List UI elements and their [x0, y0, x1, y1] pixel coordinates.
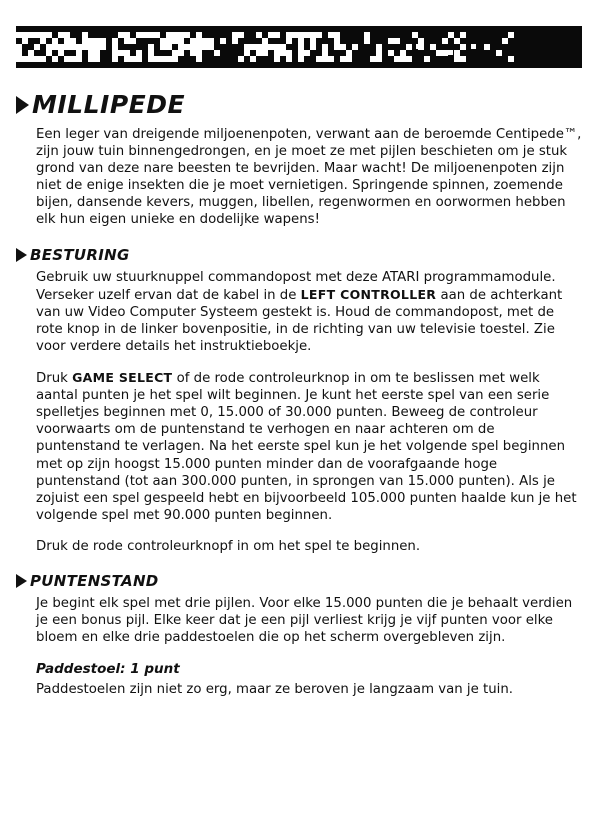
- pixel-block: [172, 38, 178, 44]
- pixel-block: [70, 56, 76, 62]
- pixel-block: [274, 44, 280, 50]
- pixel-block: [34, 56, 40, 62]
- pixel-block: [88, 50, 94, 56]
- pixel-block: [298, 38, 304, 44]
- arrow-icon: [16, 248, 27, 262]
- pixel-block: [28, 32, 34, 38]
- sub-paragraph: Paddestoelen zijn niet zo erg, maar ze beroven je langzaam van je tuin.: [36, 682, 514, 698]
- pixel-block: [196, 44, 202, 50]
- pixel-block: [250, 56, 256, 62]
- pixel-block: [136, 50, 142, 56]
- page-title: MILLIPEDE: [32, 90, 186, 119]
- section-heading-besturing: [16, 245, 582, 265]
- pixel-block: [58, 44, 64, 50]
- pixel-block: [262, 38, 268, 44]
- besturing-paragraph-3: Druk de rode controleurknopf in om het spel te beginnen.: [36, 538, 421, 554]
- pixel-block: [394, 38, 400, 44]
- pixel-block: [364, 32, 370, 38]
- pixel-block: [508, 56, 514, 62]
- pixel-block: [346, 56, 352, 62]
- pixel-block: [112, 56, 118, 62]
- pixel-block: [454, 50, 460, 56]
- pixel-block: [352, 44, 358, 50]
- pixel-block: [334, 38, 340, 44]
- pixel-block: [334, 44, 340, 50]
- pixel-block: [160, 38, 166, 44]
- pixel-block: [130, 56, 136, 62]
- besturing-paragraph-1: [36, 269, 582, 355]
- pixel-block: [58, 32, 64, 38]
- pixel-block: [178, 32, 184, 38]
- pixel-block: [376, 50, 382, 56]
- pixel-block: [448, 32, 454, 38]
- pixel-block: [508, 32, 514, 38]
- pixel-block: [196, 32, 202, 38]
- pixel-block: [460, 44, 466, 50]
- pixel-block: [286, 56, 292, 62]
- pixel-block: [166, 56, 172, 62]
- pixel-block: [274, 32, 280, 38]
- pixel-block: [298, 44, 304, 50]
- pixel-block: [100, 44, 106, 50]
- pixel-block: [166, 32, 172, 38]
- pixel-block: [136, 32, 142, 38]
- text-span: Druk: [36, 371, 73, 387]
- pixel-block: [196, 56, 202, 62]
- pixel-block: [124, 56, 130, 62]
- pixel-block: [52, 38, 58, 44]
- pixel-block: [376, 56, 382, 62]
- pixel-block: [346, 50, 352, 56]
- pixel-block: [124, 38, 130, 44]
- pixel-block: [262, 44, 268, 50]
- pixel-block: [46, 50, 52, 56]
- pixel-block: [238, 32, 244, 38]
- pixel-block: [322, 44, 328, 50]
- sub-heading: Paddestoel: 1 punt: [36, 661, 180, 678]
- pixel-block: [196, 38, 202, 44]
- arrow-icon: [16, 574, 27, 588]
- pixel-block: [64, 56, 70, 62]
- pixel-block: [400, 56, 406, 62]
- pixel-block: [268, 44, 274, 50]
- pixel-block: [112, 50, 118, 56]
- pixel-block: [244, 50, 250, 56]
- pixel-block: [70, 44, 76, 50]
- pixel-block: [394, 56, 400, 62]
- pixel-block: [22, 38, 28, 44]
- pixel-block: [328, 32, 334, 38]
- besturing-paragraph-2: [36, 369, 582, 524]
- pixel-block: [412, 32, 418, 38]
- pixel-block: [136, 56, 142, 62]
- pixel-block: [118, 32, 124, 38]
- pixel-block: [172, 32, 178, 38]
- pixel-block: [442, 50, 448, 56]
- arrow-icon: [16, 96, 29, 114]
- pixel-block: [406, 56, 412, 62]
- pixel-block: [244, 44, 250, 50]
- pixel-block: [34, 44, 40, 50]
- pixel-block: [280, 44, 286, 50]
- pixel-block: [436, 50, 442, 56]
- pixel-block: [124, 32, 130, 38]
- pixel-block: [298, 32, 304, 38]
- section-title: BESTURING: [30, 245, 130, 264]
- pixel-block: [304, 32, 310, 38]
- bold-term: LEFT CONTROLLER: [300, 286, 437, 302]
- pixel-block: [256, 32, 262, 38]
- pixel-block: [388, 50, 394, 56]
- pixel-block: [94, 38, 100, 44]
- pixel-block: [52, 56, 58, 62]
- pixel-block: [286, 38, 292, 44]
- section-heading-puntenstand: [16, 571, 582, 591]
- text-span: Gebruik uw stuurknuppel commandopost met deze ATARI programmamodule. Verseker uzelf ervan dat de kabel in de: [36, 269, 556, 303]
- pixel-block: [166, 38, 172, 44]
- pixel-block: [274, 56, 280, 62]
- pixel-block: [166, 44, 172, 50]
- pixel-block: [232, 32, 238, 38]
- pixel-block: [280, 50, 286, 56]
- pixel-block: [64, 44, 70, 50]
- pixel-block: [268, 32, 274, 38]
- pixel-block: [160, 56, 166, 62]
- pixel-block: [190, 44, 196, 50]
- pixel-block: [202, 44, 208, 50]
- pixel-block: [118, 50, 124, 56]
- pixel-block: [52, 44, 58, 50]
- pixel-block: [172, 50, 178, 56]
- pixel-block: [328, 56, 334, 62]
- pixel-block: [448, 50, 453, 55]
- pixel-block: [28, 50, 34, 56]
- pixel-block: [340, 44, 346, 50]
- pixel-block: [418, 38, 424, 44]
- pixel-block: [76, 44, 82, 50]
- pixel-block: [256, 50, 262, 56]
- pixel-block: [40, 32, 46, 38]
- pixel-block: [22, 56, 28, 62]
- pixel-block: [400, 50, 406, 56]
- pixel-block: [82, 32, 88, 38]
- pixel-block: [232, 38, 238, 44]
- pixel-block: [376, 44, 382, 50]
- pixel-block: [178, 50, 184, 56]
- pixel-block: [316, 56, 322, 62]
- pixel-block: [208, 44, 214, 50]
- pixel-block: [202, 38, 208, 44]
- pixel-block: [460, 32, 466, 38]
- pixel-block: [76, 50, 82, 56]
- pixel-block: [322, 50, 328, 56]
- pixel-block: [406, 44, 412, 50]
- pixel-block: [416, 44, 421, 49]
- pixel-block: [286, 50, 292, 56]
- pixel-block: [334, 32, 340, 38]
- pixel-block: [22, 32, 28, 38]
- text-span: aan de achterkant van uw Video Computer Systeem gestekt is. Houd de commandopost, met de rote knop in de linker bovenpositie, in de richting van uw televisie toestel. Zie voor verdere details het instruktieboekje.: [36, 287, 563, 354]
- pixel-block: [148, 44, 154, 50]
- pixel-block: [292, 32, 298, 38]
- pixel-block: [88, 44, 94, 50]
- pixel-block: [220, 38, 226, 44]
- pixel-block: [82, 38, 88, 44]
- pixel-block: [430, 44, 436, 50]
- bold-term: GAME SELECT: [72, 370, 173, 386]
- pixel-block: [46, 32, 52, 38]
- pixel-block: [124, 50, 130, 56]
- pixel-block: [310, 44, 316, 50]
- pixel-block: [112, 38, 118, 44]
- pixel-block: [316, 32, 322, 38]
- pixel-block: [460, 56, 466, 62]
- decorative-banner: [16, 26, 582, 68]
- pixel-block: [40, 38, 46, 44]
- pixel-block: [214, 50, 220, 56]
- pixel-block: [16, 44, 22, 50]
- pixel-block: [16, 32, 22, 38]
- text-span: of de rode controleurknop in om te beslissen met welk aantal punten je het spel wilt beginnen. Je kunt het eerste spel van een serie spelletjes beginnen met 0, 15.000 of 30.000 punten. Beweeg de controleur voorwaarts om de puntenstand te verhogen en naar achteren om de puntenstand te verlagen. Na het eerste spel kun je het volgende spel beginnen met op zijn hoogst 15.000 punten minder dan de voorafgaande hoge puntenstand (tot aan 300.000 punten, in sprongen van 15.000 punten). Als je zojuist een spel gespeeld hebt en bijvoorbeeld 105.000 punten haalde kun je het volgende spel met 90.000 punten beginnen.: [36, 371, 577, 523]
- pixel-block: [298, 50, 304, 56]
- pixel-block: [64, 38, 70, 44]
- pixel-block: [298, 56, 304, 62]
- pixel-block: [154, 32, 160, 38]
- pixel-block: [154, 56, 160, 62]
- pixel-block: [94, 44, 100, 50]
- intro-paragraph: Een leger van dreigende miljoenenpoten, verwant aan de beroemde Centipede™, zijn jouw tuin binnengedrongen, en je moet ze met pijlen beschieten om je stuk grond van deze nare beesten te bevrijden. Maar wacht! De miljoenenpoten zijn niet de enige insekten die je moet vernietigen. Springende spinnen, zoemende bijen, dansende kevers, muggen, libellen, regenwormen en oorwormen hebben elk hun eigen unieke en dodelijke wapens!: [36, 127, 582, 228]
- pixel-block: [238, 56, 244, 62]
- pixel-block: [190, 38, 196, 44]
- pixel-block: [322, 56, 328, 62]
- pixel-block: [64, 32, 70, 38]
- section-title: PUNTENSTAND: [30, 571, 159, 590]
- pixel-block: [184, 32, 190, 38]
- pixel-block: [370, 56, 376, 62]
- pixel-block: [94, 56, 100, 62]
- pixel-block: [16, 50, 22, 56]
- pixel-block: [16, 56, 22, 62]
- document-page: [16, 90, 582, 698]
- pixel-block: [304, 50, 310, 56]
- pixel-block: [388, 38, 394, 44]
- pixel-block: [262, 50, 268, 56]
- pixel-block: [148, 32, 154, 38]
- pixel-block: [58, 50, 64, 56]
- pixel-block: [40, 56, 46, 62]
- pixel-block: [340, 56, 346, 62]
- puntenstand-paragraph: Je begint elk spel met drie pijlen. Voor elke 15.000 punten die je behaalt verdien je een bonus pijl. Elke keer dat je een pijl verliest krijg je vijf punten voor elke bloem en elke drie paddestoelen die op het scherm overgebleven zijn.: [36, 595, 573, 646]
- pixel-block: [496, 50, 502, 56]
- pixel-block: [82, 44, 88, 50]
- pixel-block: [250, 44, 256, 50]
- pixel-block: [484, 44, 490, 50]
- pixel-block: [256, 44, 262, 50]
- pixel-block: [442, 38, 448, 44]
- pixel-block: [196, 50, 202, 56]
- pixel-block: [148, 50, 154, 56]
- pixel-block: [178, 38, 184, 44]
- pixel-block: [76, 56, 82, 62]
- pixel-block: [100, 38, 106, 44]
- pixel-block: [88, 38, 94, 44]
- pixel-block: [471, 44, 476, 49]
- pixel-block: [148, 56, 154, 62]
- pixel-block: [160, 44, 166, 50]
- pixel-block: [190, 50, 196, 56]
- pixel-block: [70, 38, 76, 44]
- pixel-block: [172, 56, 178, 62]
- pixel-block: [88, 56, 94, 62]
- main-heading: [16, 90, 582, 120]
- pixel-block: [178, 44, 184, 50]
- pixel-block: [310, 38, 316, 44]
- pixel-block: [142, 32, 148, 38]
- pixel-block: [208, 38, 214, 44]
- pixel-block: [28, 56, 34, 62]
- pixel-block: [454, 38, 460, 44]
- pixel-block: [502, 38, 508, 44]
- pixel-block: [184, 44, 190, 50]
- pixel-block: [454, 56, 460, 62]
- pixel-block: [34, 32, 40, 38]
- pixel-block: [364, 38, 370, 44]
- pixel-block: [46, 44, 52, 50]
- pixel-pattern: [16, 26, 582, 68]
- pixel-block: [112, 44, 118, 50]
- pixel-block: [424, 56, 430, 62]
- pixel-block: [274, 50, 280, 56]
- pixel-block: [310, 32, 316, 38]
- pixel-block: [94, 50, 100, 56]
- pixel-block: [130, 38, 136, 44]
- pixel-block: [286, 32, 292, 38]
